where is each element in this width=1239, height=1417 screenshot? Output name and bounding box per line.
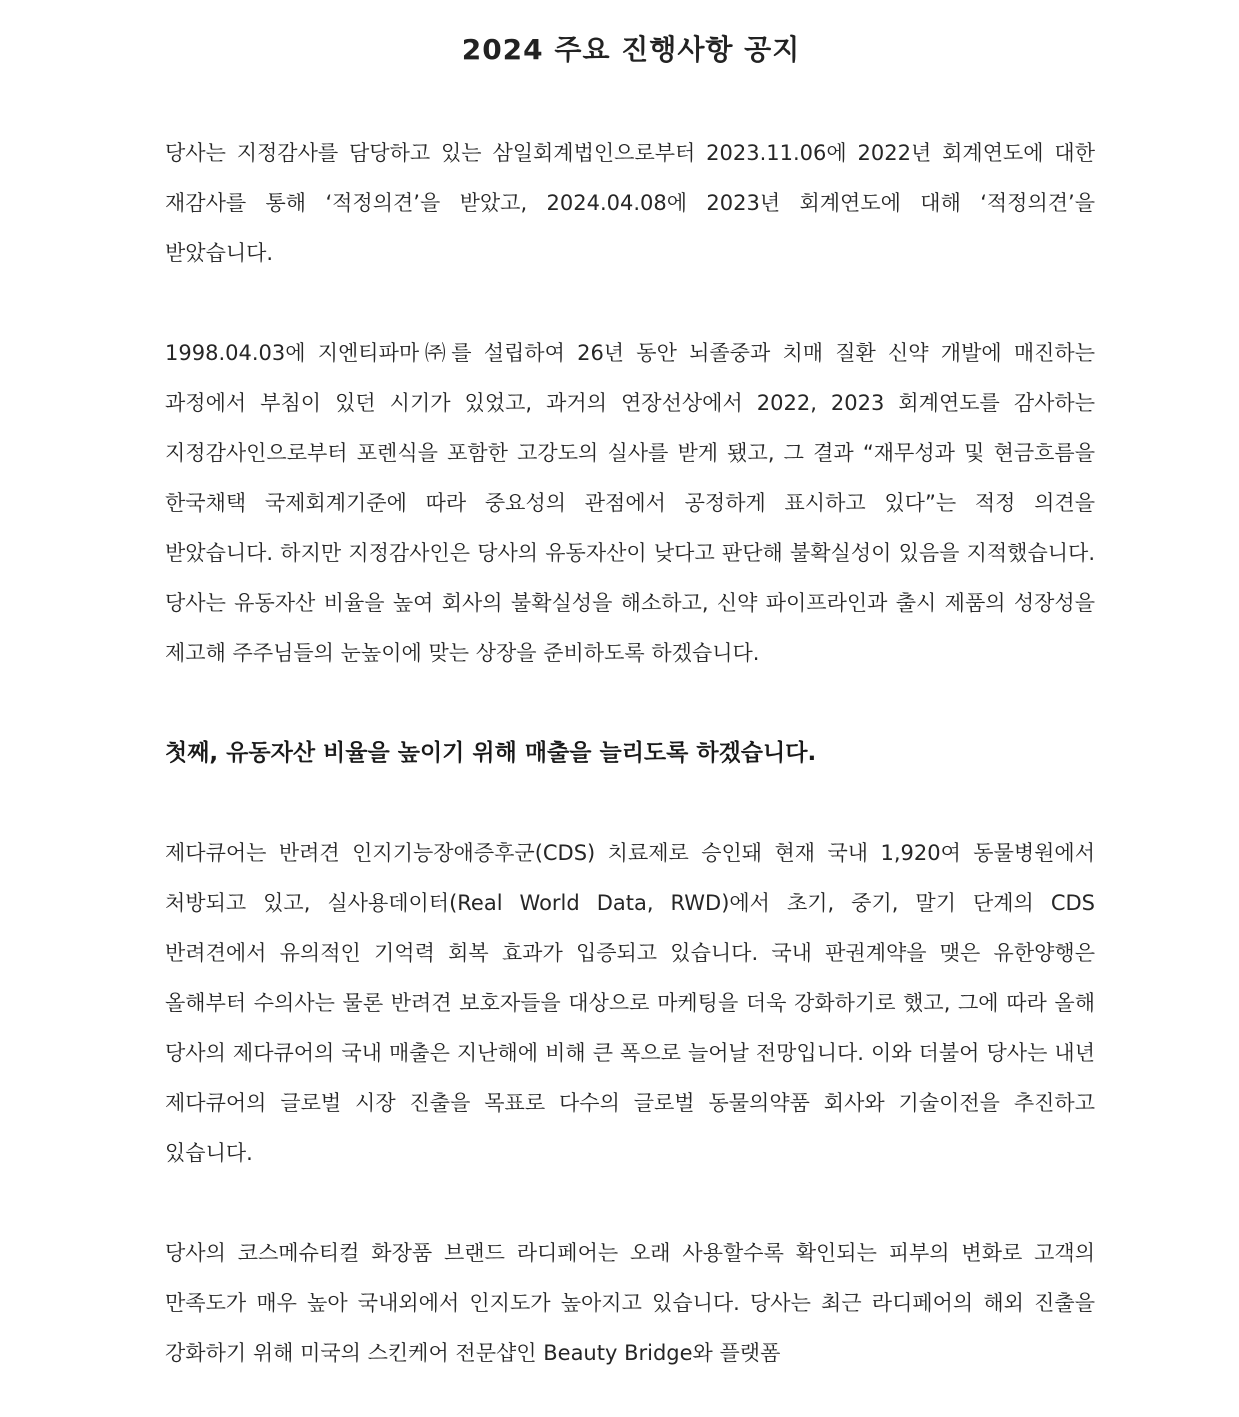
paragraph-audit-opinion: 당사는 지정감사를 담당하고 있는 삼일회계법인으로부터 2023.11.06에 2022년 회계연도에 대한 재감사를 통해 ‘적정의견’을 받았고, 2024.04.08에 2023년 회계연도에 대해 ‘적정의견’을 받았습니다.: [165, 141, 1095, 265]
paragraph-spacer: [165, 678, 1095, 728]
paragraph-radipair: 당사의 코스메슈티컬 화장품 브랜드 라디페어는 오래 사용할수록 확인되는 피부의 변화로 고객의 만족도가 매우 높아 국내외에서 인지도가 높아지고 있습니다. 당사는 최근 라디페어의 해외 진출을 강화하기 위해 미국의 스킨케어 전문샵인 Beauty Bridge와 플랫폼: [165, 1241, 1095, 1365]
paragraph-spacer: [165, 1178, 1095, 1228]
document-body: [165, 128, 1095, 1378]
paragraph-spacer: [165, 278, 1095, 328]
section-heading: 첫째, 유동자산 비율을 높이기 위해 매출을 늘리도록 하겠습니다.: [165, 740, 817, 766]
paragraph-company-history: 1998.04.03에 지엔티파마㈜를 설립하여 26년 동안 뇌졸중과 치매 질환 신약 개발에 매진하는 과정에서 부침이 있던 시기가 있었고, 과거의 연장선상에서 2022, 2023 회계연도를 감사하는 지정감사인으로부터 포렌식을 포함한 고강도의 실사를 받게 됐고, 그 결과 “재무성과 및 현금흐름을 한국채택 국제회계기준에 따라 중요성의 관점에서 공정하게 표시하고 있다”는 적정 의견을 받았습니다. 하지만 지정감사인은 당사의 유동자산이 낮다고 판단해 불확실성이 있음을 지적했습니다. 당사는 유동자산 비율을 높여 회사의 불확실성을 해소하고, 신약 파이프라인과 출시 제품의 성장성을 제고해 주주님들의 눈높이에 맞는 상장을 준비하도록 하겠습니다.: [165, 341, 1095, 665]
document-title: 2024 주요 진행사항 공지: [461, 33, 801, 66]
paragraph-spacer: [165, 778, 1095, 828]
paragraph-zedacure: 제다큐어는 반려견 인지기능장애증후군(CDS) 치료제로 승인돼 현재 국내 1,920여 동물병원에서 처방되고 있고, 실사용데이터(Real World Data, RWD)에서 초기, 중기, 말기 단계의 CDS 반려견에서 유의적인 기억력 회복 효과가 입증되고 있습니다. 국내 판권계약을 맺은 유한양행은 올해부터 수의사는 물론 반려견 보호자들을 대상으로 마케팅을 더욱 강화하기로 했고, 그에 따라 올해 당사의 제다큐어의 국내 매출은 지난해에 비해 큰 폭으로 늘어날 전망입니다. 이와 더불어 당사는 내년 제다큐어의 글로벌 시장 진출을 목표로 다수의 글로벌 동물의약품 회사와 기술이전을 추진하고 있습니다.: [165, 841, 1095, 1165]
